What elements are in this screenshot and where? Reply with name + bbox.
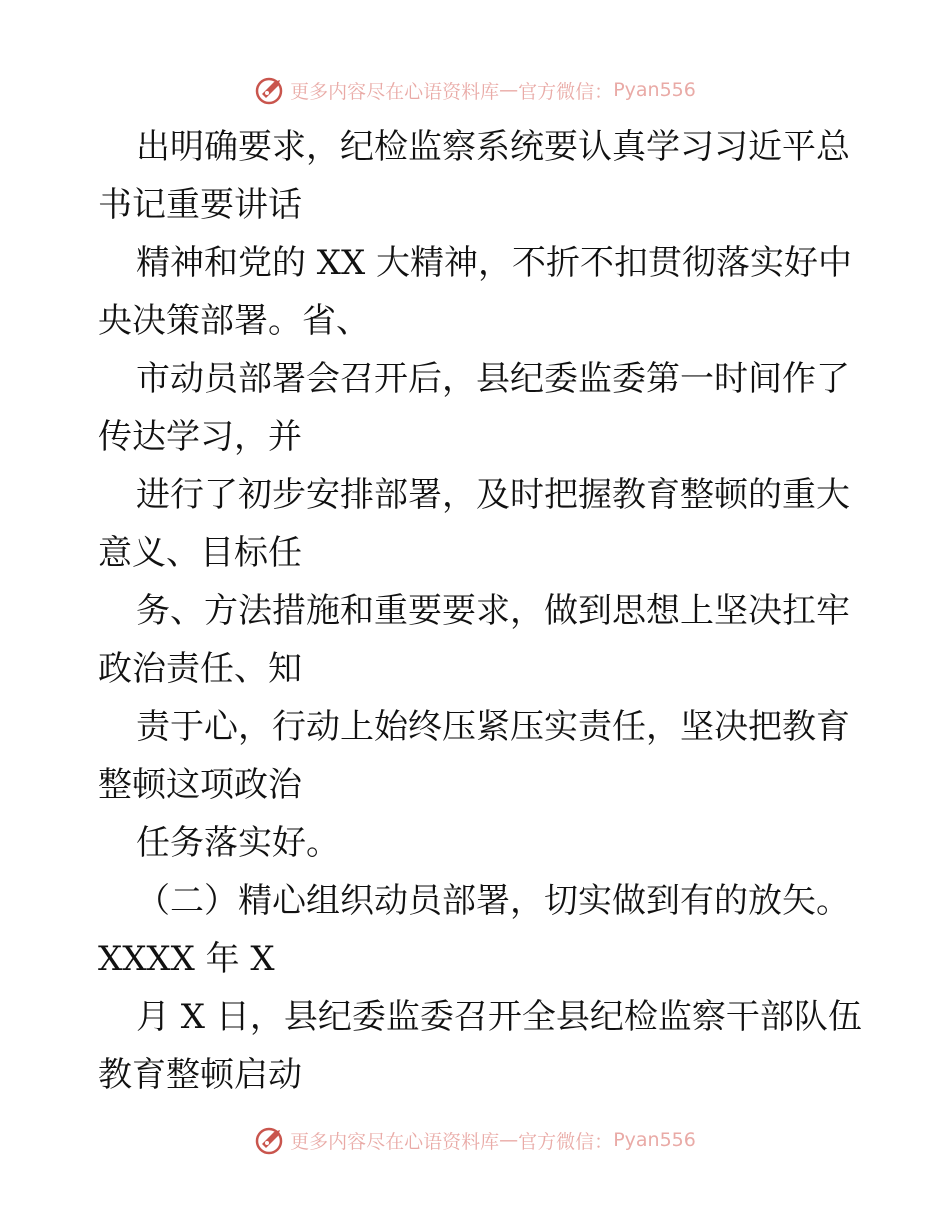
text-line: 进行了初步安排部署，及时把握教育整顿的重大 bbox=[136, 475, 850, 515]
banner-channel-text: 官方微信： bbox=[518, 80, 614, 103]
text-line: 央决策部署。省、 bbox=[98, 301, 370, 341]
header-watermark-banner bbox=[0, 70, 950, 110]
banner-dash: — bbox=[499, 1129, 519, 1151]
text-line: 教育整顿启动 bbox=[98, 1055, 302, 1095]
text-line: 政治责任、知 bbox=[98, 649, 302, 689]
footer-watermark-banner bbox=[0, 1120, 950, 1160]
banner-channel-text: 官方微信： bbox=[518, 1130, 614, 1153]
document-body bbox=[98, 118, 862, 1104]
banner-main-text: 更多内容尽在心语资料库 bbox=[290, 1130, 500, 1153]
banner-id-text: Pyan556 bbox=[613, 1129, 696, 1151]
pen-nib-logo-icon bbox=[254, 1124, 286, 1156]
text-line: （二）精心组织动员部署，切实做到有的放矢。 bbox=[136, 881, 850, 921]
text-line: 传达学习，并 bbox=[98, 417, 302, 457]
text-line: XXXX 年 X bbox=[98, 939, 275, 979]
banner-id-text: Pyan556 bbox=[613, 79, 696, 101]
text-line: 任务落实好。 bbox=[136, 823, 340, 863]
pen-nib-logo-icon bbox=[254, 74, 286, 106]
text-line: 整顿这项政治 bbox=[98, 765, 302, 805]
text-line: 务、方法措施和重要要求，做到思想上坚决扛牢 bbox=[136, 591, 850, 631]
text-line: 书记重要讲话 bbox=[98, 185, 302, 225]
text-line: 市动员部署会召开后，县纪委监委第一时间作了 bbox=[136, 359, 850, 399]
text-line: 月 X 日，县纪委监委召开全县纪检监察干部队伍 bbox=[136, 997, 862, 1037]
text-line: 出明确要求，纪检监察系统要认真学习习近平总 bbox=[136, 127, 850, 167]
banner-main-text: 更多内容尽在心语资料库 bbox=[290, 80, 500, 103]
text-line: 责于心，行动上始终压紧压实责任，坚决把教育 bbox=[136, 707, 850, 747]
banner-dash: — bbox=[499, 79, 519, 101]
text-line: 意义、目标任 bbox=[98, 533, 302, 573]
text-line: 精神和党的 XX 大精神，不折不扣贯彻落实好中 bbox=[136, 243, 853, 283]
